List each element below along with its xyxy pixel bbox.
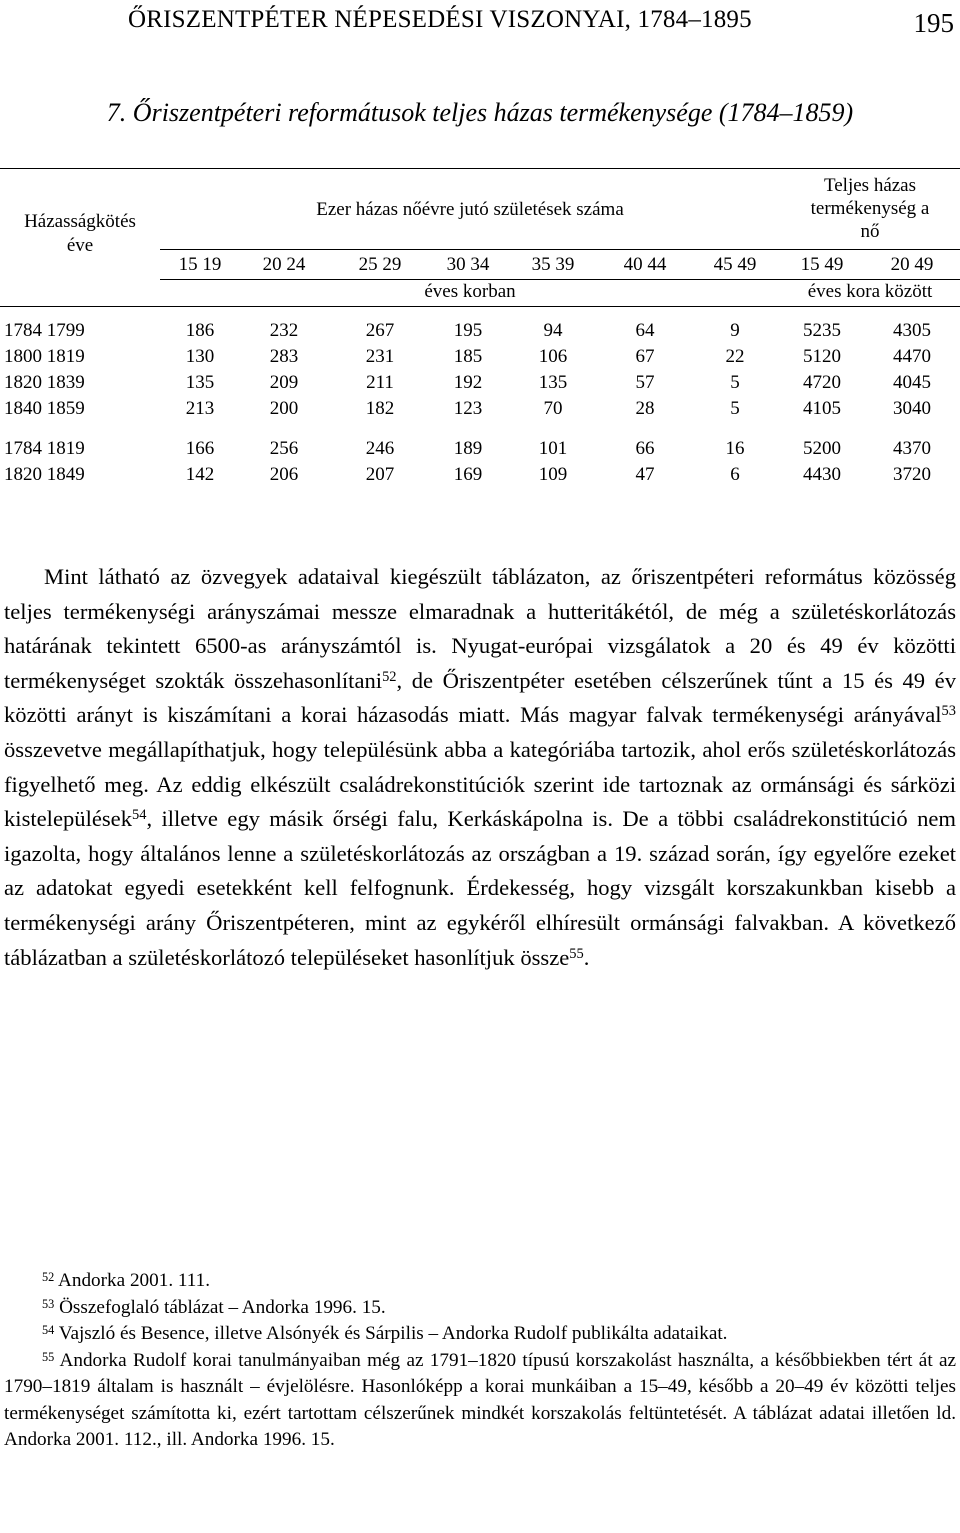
table-cell: 283 — [269, 346, 299, 367]
group2-header-line1: Teljes házas — [823, 175, 917, 196]
table-cell: 211 — [366, 372, 394, 393]
row-header — [0, 210, 160, 258]
table-cell: 4720 — [803, 372, 841, 393]
subheader-cell: 15 19 — [178, 254, 222, 275]
subheader-cell: 20 49 — [890, 254, 934, 275]
table-cell: 142 — [185, 464, 215, 485]
subheader-bottom-rule — [160, 279, 960, 280]
table-cell: 166 — [185, 438, 215, 459]
footnote-ref: 55 — [569, 945, 584, 962]
paragraph-text: Mint látható az özvegyek adataival kiegészült táblázaton, az őriszentpéteri református közösség teljes termékenységi arányszámai messze elmaradnak a hutteritákétól, de még a születéskorlátozás határának tekintett 6500-as arányszámtól is. Nyugat-európai vizsgálatok a 20 és 49 év közötti termékenységet szokták összehasonlítani — [4, 564, 956, 693]
subheader-cell: 40 44 — [623, 254, 667, 275]
table-cell: 94 — [543, 320, 563, 341]
table-row — [0, 464, 960, 490]
footnote-ref: 53 — [941, 703, 956, 720]
footnote-text: Vajszló és Besence, illetve Alsónyék és Sárpilis – Andorka Rudolf publikálta adataikat. — [58, 1323, 728, 1344]
table-row — [0, 398, 960, 424]
footnote — [4, 1295, 956, 1322]
subheader-cell: 20 24 — [262, 254, 306, 275]
table-cell: 4370 — [893, 438, 931, 459]
table-cell: 101 — [538, 438, 568, 459]
table-cell: 4305 — [893, 320, 931, 341]
table-row — [0, 372, 960, 398]
table-cell: 109 — [538, 464, 568, 485]
table-cell: 135 — [538, 372, 568, 393]
subheader-cell: 30 34 — [446, 254, 490, 275]
table-cell: 130 — [185, 346, 215, 367]
row-label: 1840 1859 — [4, 398, 85, 419]
row-header-line2: éve — [66, 235, 94, 256]
table-row — [0, 438, 960, 464]
table-cell: 207 — [365, 464, 395, 485]
table-cell: 5120 — [803, 346, 841, 367]
table-cell: 231 — [365, 346, 395, 367]
table-cell: 195 — [453, 320, 483, 341]
group2-footer: éves kora között — [807, 281, 933, 302]
table-cell: 182 — [365, 398, 395, 419]
group2-header-line2: termékenység a — [810, 198, 930, 219]
footnote — [4, 1348, 956, 1454]
table-cell: 57 — [635, 372, 655, 393]
row-label: 1820 1839 — [4, 372, 85, 393]
footnotes — [4, 1268, 956, 1454]
subheader-rule — [160, 249, 960, 250]
table-cell: 186 — [185, 320, 215, 341]
header-bottom-rule — [0, 306, 960, 307]
row-label: 1784 1819 — [4, 438, 85, 459]
table-cell: 16 — [725, 438, 745, 459]
footnote — [4, 1268, 956, 1295]
table-cell: 5235 — [803, 320, 841, 341]
table-cell: 3720 — [893, 464, 931, 485]
table-cell: 5 — [730, 372, 740, 393]
subheader-cell: 35 39 — [531, 254, 575, 275]
table-row — [0, 320, 960, 346]
group1-header: Ezer házas nőévre jutó születések száma — [316, 199, 624, 220]
group2-header-line3: nő — [860, 221, 880, 242]
paragraph-text: összevetve megállapíthatjuk, hogy településünk abba a kategóriába tartozik, ahol erős születéskorlátozás figyelhető meg. Az eddig elkészült családrekonstitúciók szerint ide tartoznak az ormánsági és sárközi kistelepülések — [4, 736, 956, 832]
table-caption: 7. Őriszentpéteri reformátusok teljes házas termékenysége (1784–1859) — [106, 98, 854, 127]
paragraph — [4, 560, 956, 975]
table-cell: 189 — [453, 438, 483, 459]
table-cell: 66 — [635, 438, 655, 459]
table-cell: 256 — [269, 438, 299, 459]
table-cell: 246 — [365, 438, 395, 459]
table-cell: 64 — [635, 320, 655, 341]
table-cell: 9 — [730, 320, 740, 341]
table-cell: 267 — [365, 320, 395, 341]
table-cell: 5200 — [803, 438, 841, 459]
table-cell: 213 — [185, 398, 215, 419]
running-title: ŐRISZENTPÉTER NÉPESEDÉSI VISZONYAI, 1784–1895 — [128, 6, 752, 33]
paragraph-text: . — [583, 944, 590, 970]
table-cell: 4470 — [893, 346, 931, 367]
table-cell: 3040 — [893, 398, 931, 419]
running-header — [0, 2, 960, 46]
table-cell: 185 — [453, 346, 483, 367]
table-cell: 209 — [269, 372, 299, 393]
table-cell: 106 — [538, 346, 568, 367]
table-cell: 4045 — [893, 372, 931, 393]
table-cell: 169 — [453, 464, 483, 485]
row-label: 1784 1799 — [4, 320, 85, 341]
footnote-number: 52 — [42, 1270, 55, 1284]
footnote — [4, 1321, 956, 1348]
table-cell: 232 — [269, 320, 299, 341]
row-label: 1800 1819 — [4, 346, 85, 367]
footnote-text: Összefoglaló táblázat – Andorka 1996. 15. — [59, 1296, 386, 1318]
table-cell: 206 — [269, 464, 299, 485]
table-row — [0, 346, 960, 372]
table-cell: 200 — [269, 398, 299, 419]
table-cell: 123 — [453, 398, 483, 419]
body-paragraph — [4, 560, 956, 975]
table-cell: 22 — [725, 346, 745, 367]
subheader-cell: 15 49 — [800, 254, 844, 275]
group2-header — [780, 174, 960, 243]
table-cell: 135 — [185, 372, 215, 393]
table-cell: 6 — [730, 464, 740, 485]
row-header-line1: Házasságkötés — [24, 211, 136, 232]
footnote-text: Andorka Rudolf korai tanulmányaiban még az 1791–1820 típusú korszakolást használta, a későbbiekben tért át az 1790–1819 általam is használt – évjelölésre. Hasonlóképp a korai munkáiban a 15–49, később a 20–49 év közötti teljes termékenységet számította ki, ezért tartottam célszerűnek mindkét korszakolás feltüntetését. A táblázat adatai illetően ld. Andorka 2001. 112., ill. Andorka 1996. 15. — [4, 1349, 956, 1450]
footnote-number: 54 — [42, 1323, 55, 1337]
table-cell: 70 — [543, 398, 563, 419]
page-number: 195 — [913, 8, 954, 38]
footnote-number: 53 — [42, 1296, 55, 1311]
table-cell: 28 — [635, 398, 655, 419]
table-cell: 192 — [453, 372, 483, 393]
subheader-cell: 45 49 — [713, 254, 757, 275]
table-cell: 5 — [730, 398, 740, 419]
row-label: 1820 1849 — [4, 464, 85, 485]
subheader-cell: 25 29 — [358, 254, 402, 275]
table-cell: 47 — [635, 464, 655, 485]
footnote-number: 55 — [42, 1349, 55, 1364]
footnote-ref: 54 — [132, 807, 147, 824]
group1-footer: éves korban — [424, 281, 516, 302]
footnote-ref: 52 — [382, 668, 397, 685]
table-top-rule — [0, 168, 960, 169]
subheader-row — [0, 254, 960, 280]
table-cell: 4105 — [803, 398, 841, 419]
footnote-text: Andorka 2001. 111. — [58, 1270, 211, 1291]
table-cell: 67 — [635, 346, 655, 367]
table-cell: 4430 — [803, 464, 841, 485]
paragraph-text: , de Őriszentpéter esetében célszerűnek tűnt a 15 és 49 év közötti arányt is kiszámítani a korai házasodás miatt. Más magyar falvak termékenységi arányával — [4, 667, 956, 728]
paragraph-text: , illetve egy másik őrségi falu, Kerkáskápolna is. De a többi családrekonstitúció nem igazolta, hogy általános lenne a születéskorlátozás az országban a 19. század során, így egyelőre ezeket az adatokat egyedi esetekként kell felfognunk. Érdekesség, hogy vizsgált korszakunkban kisebb a termékenységi arány Őriszentpéteren, mint az egykéről elhíresült ormánsági falvakban. A következő táblázatban a születéskorlátozó településeket hasonlítjuk össze — [4, 806, 956, 970]
